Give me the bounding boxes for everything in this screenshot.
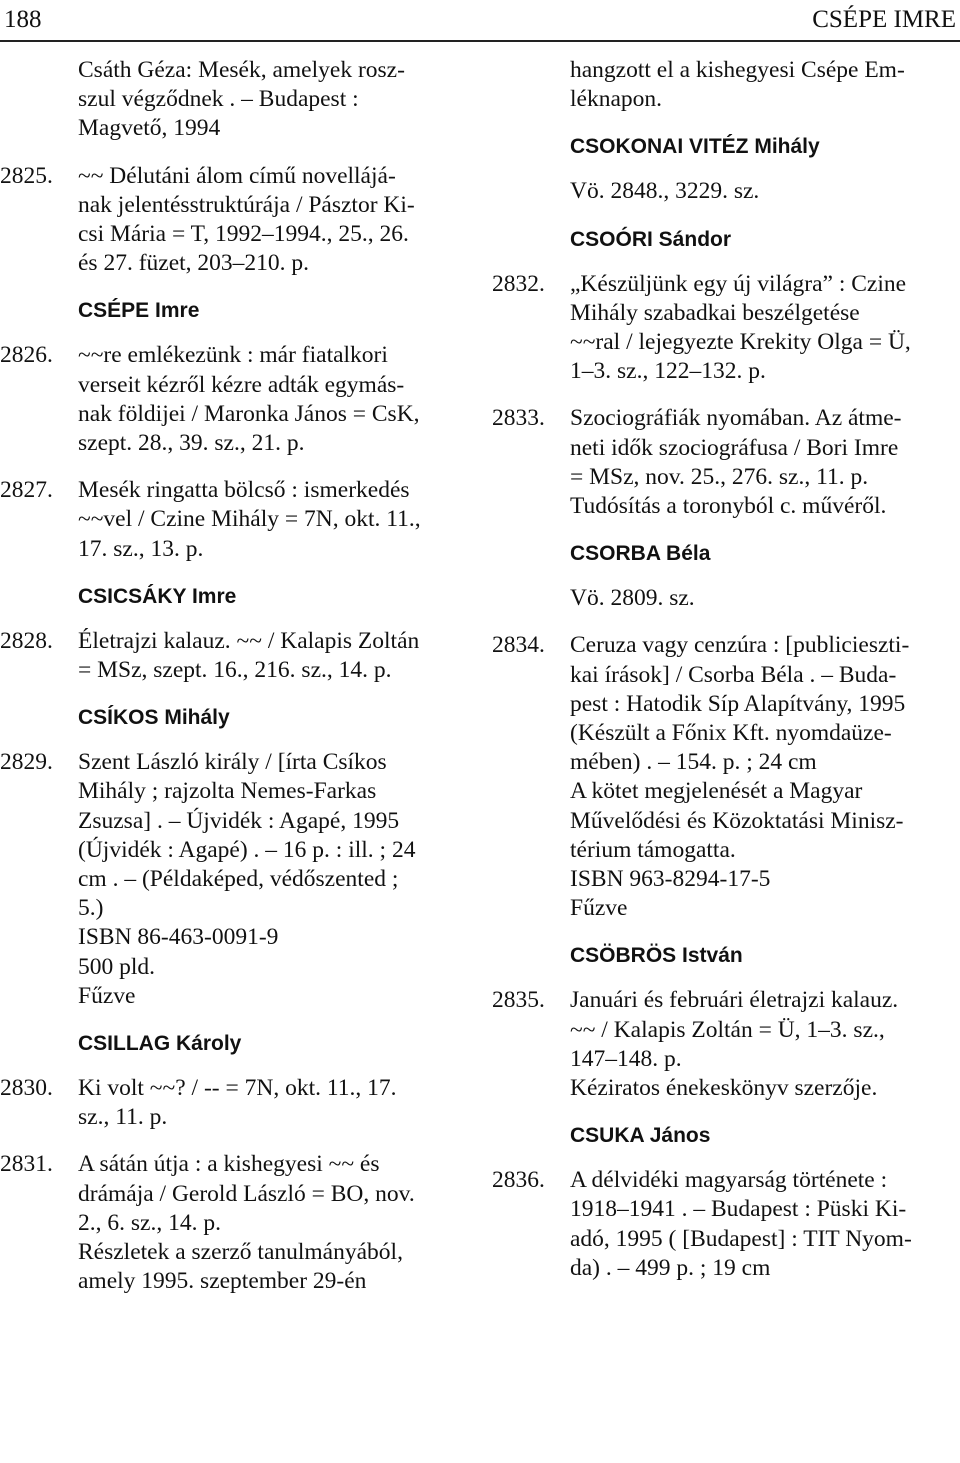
right-column xyxy=(492,56,960,1301)
entry-2833: 2833. Szociográfiák nyomában. Az átme- neti idők szociográfusa / Bori Imre = MSz, nov. 25., 276. sz., 11. p. Tudósítás a toronyból c. művéről. xyxy=(492,405,902,520)
entry-number: 2834. xyxy=(492,632,545,659)
entry-2835: 2835. Januári és februári életrajzi kalauz. ~~ / Kalapis Zoltán = Ü, 1–3. sz., 147–148. p. Kéziratos énekeskönyv szerzője. xyxy=(492,987,899,1102)
entry-number: 2833. xyxy=(492,405,545,432)
entry-2834: 2834. Ceruza vagy cenzúra : [publicieszti- kai írások] / Csorba Béla . – Buda- pest : Hatodik Síp Alapítvány, 1995 (Készült a Főnix Kft. nyomdaüze- mében) . – 154. p. ; 24 cm A kötet megjelenését a Magyar Művelődési és Közoktatási Minisz- térium támogatta. ISBN 963-8294-17-5 Fűzve xyxy=(492,632,910,922)
entry-number: 2832. xyxy=(492,270,545,297)
entry-number: 2831. xyxy=(0,1151,53,1178)
entry-2830: 2830. Ki volt ~~? / -- = 7N, okt. 11., 17. sz., 11. p. xyxy=(0,1075,397,1131)
entry-2831: 2831. A sátán útja : a kishegyesi ~~ és drámája / Gerold László = BO, nov. 2., 6. sz., 14. p. Részletek a szerző tanulmányából, amely 1995. szeptember 29-én xyxy=(0,1151,415,1295)
author-heading: CSILLAG Károly xyxy=(78,1032,242,1056)
cross-reference: Vö. 2809. sz. xyxy=(570,585,695,612)
continuation-text: hangzott el a kishegyesi Csépe Em- léknapon. xyxy=(570,57,905,113)
running-title: CSÉPE IMRE xyxy=(812,6,956,33)
entry-number: 2835. xyxy=(492,987,545,1014)
entry-number: 2828. xyxy=(0,627,53,654)
continuation-text: Csáth Géza: Mesék, amelyek rosz- szul végződnek . – Budapest : Magvető, 1994 xyxy=(78,57,405,142)
entry-2828: 2828. Életrajzi kalauz. ~~ / Kalapis Zoltán = MSz, szept. 16., 216. sz., 14. p. xyxy=(0,627,420,684)
entry-number: 2836. xyxy=(492,1167,545,1194)
entry-2832: 2832. „Készüljünk egy új világra” : Czine Mihály szabadkai beszélgetése ~~ral / lejegyezte Krekity Olga = Ü, 1–3. sz., 122–132. p. xyxy=(492,270,911,385)
author-heading: CSOÓRI Sándor xyxy=(570,227,732,251)
entry-2836: 2836. A délvidéki magyarság története : 1918–1941 . – Budapest : Püski Ki- adó, 1995 ( [Budapest] : TIT Nyom- da) . – 499 p. ; 19 cm xyxy=(492,1167,912,1281)
page-number: 188 xyxy=(4,6,42,33)
entry-2825: 2825. ~~ Délutáni álom című novellájá- nak jelentésstruktúrája / Pásztor Ki- csi Mária = T, 1992–1994., 25., 26. és 27. füzet, 203–210. p. xyxy=(0,162,415,277)
author-heading: CSICSÁKY Imre xyxy=(78,584,237,608)
author-heading: CSÉPE Imre xyxy=(78,299,200,323)
author-heading: CSUKA János xyxy=(570,1124,711,1148)
author-heading: CSÍKOS Mihály xyxy=(78,706,230,730)
author-heading: CSORBA Béla xyxy=(570,542,711,566)
entry-2827: 2827. Mesék ringatta bölcső : ismerkedés ~~vel / Czine Mihály = 7N, okt. 11., 17. sz., 13. p. xyxy=(0,477,421,562)
author-heading: CSÖBRÖS István xyxy=(570,944,743,968)
entry-number: 2827. xyxy=(0,477,53,504)
entry-number: 2825. xyxy=(0,162,53,189)
page-header xyxy=(0,0,960,42)
cross-reference: Vö. 2848., 3229. sz. xyxy=(570,178,760,205)
entry-2829: 2829. Szent László király / [írta Csíkos Mihály ; rajzolta Nemes-Farkas Zsuzsa] . – Újvidék : Agapé, 1995 (Újvidék : Agapé) . – 16 p. : ill. ; 24 cm . – (Példaképed, védőszented ; 5.) ISBN 86-463-0091-9 500 pld. Fűzve xyxy=(0,749,416,1009)
entry-number: 2830. xyxy=(0,1075,53,1102)
left-column xyxy=(0,56,470,1315)
author-heading: CSOKONAI VITÉZ Mihály xyxy=(570,135,820,159)
entry-2826: 2826. ~~re emlékezünk : már fiatalkori verseit kézről kézre adták egymás- nak földijei / Maronka János = CsK, szept. 28., 39. sz., 21. p. xyxy=(0,342,420,457)
entry-number: 2829. xyxy=(0,749,53,776)
entry-number: 2826. xyxy=(0,342,53,369)
